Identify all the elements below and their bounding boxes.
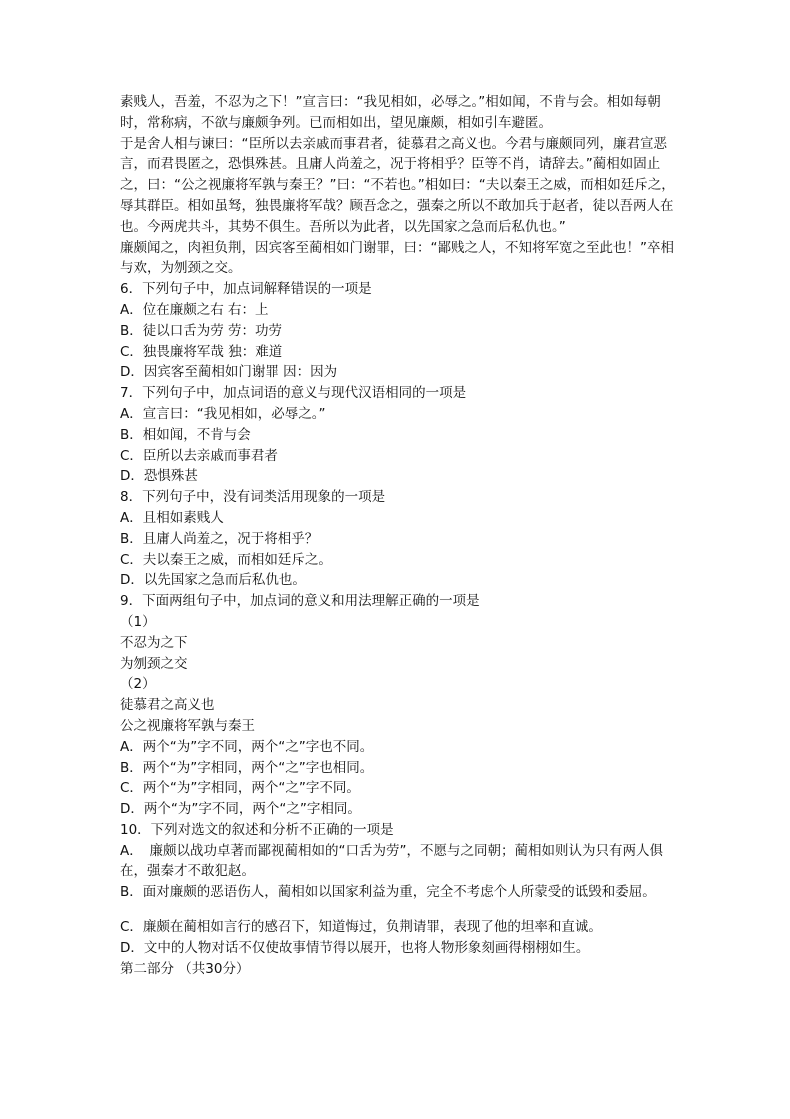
sentence-line: 徒慕君之高义也 [120, 697, 215, 714]
passage-paragraph-2: 于是舍人相与谏曰：“臣所以去亲戚而事君者，徒慕君之高义也。今君与廉颇同列，廉君宣恶言，而君畏匿之，恐惧殊甚。且庸人尚羞之，况于将相乎？臣等不肖，请辞去。”蔺相如固止之，曰：“公之视廉将军孰与秦王？”曰：“不若也。”相如曰：“夫以秦王之威，而相如廷斥之，辱其群臣。相如虽驽，独畏廉将军哉？顾吾念之，强秦之所以不敢加兵于赵者，徒以吾两人在也。今两虎共斗，其势不俱生。吾所以为此者，以先国家之急而后私仇也。” [120, 135, 675, 235]
question-8 [120, 487, 675, 591]
option-d: D．恐惧殊甚 [120, 468, 198, 485]
option-a: A．两个“为”字不同，两个“之”字也不同。 [120, 738, 374, 755]
sentence-line: 不忍为之下 [120, 634, 188, 651]
option-c: C．臣所以去亲戚而事君者 [120, 447, 278, 464]
option-a: A．位在廉颇之右 右：上 [120, 301, 269, 318]
option-b: B．相如闻，不肯与会 [120, 426, 251, 443]
option-c: C．独畏廉将军哉 独：难道 [120, 343, 283, 360]
option-b: B．徒以口舌为劳 劳：功劳 [120, 322, 283, 339]
question-7 [120, 383, 675, 487]
document-page [120, 92, 675, 979]
passage-paragraph-1: 素贱人，吾羞，不忍为之下！”宣言曰：“我见相如，必辱之。”相如闻，不肯与会。相如每朝时，常称病，不欲与廉颇争列。已而相如出，望见廉颇，相如引车避匿。 [120, 94, 661, 131]
option-d: D．文中的人物对话不仅使故事情节得以展开，也将人物形象刻画得栩栩如生。 [120, 939, 590, 956]
option-b: B．面对廉颇的恶语伤人，蔺相如以国家利益为重，完全不考虑个人所蒙受的诋毁和委屈。 [120, 884, 656, 901]
option-c: C．夫以秦王之威，而相如廷斥之。 [120, 551, 332, 568]
option-a: A．宣言曰：“我见相如，必辱之。” [120, 405, 326, 422]
passage-paragraph-3: 廉颇闻之，肉袒负荆，因宾客至蔺相如门谢罪，曰：“鄙贱之人，不知将军宽之至此也！”卒相与欢，为刎颈之交。 [120, 239, 674, 277]
sentence-line: 公之视廉将军孰与秦王 [120, 717, 255, 734]
question-6 [120, 279, 675, 383]
question-9 [120, 591, 675, 820]
option-c: C．廉颇在蔺相如言行的感召下，知道悔过，负荆请罪，表现了他的坦率和直诚。 [120, 919, 602, 936]
group-label-2: （2） [120, 676, 156, 693]
blank-line [120, 903, 675, 917]
option-c: C．两个“为”字相同，两个“之”字不同。 [120, 780, 360, 797]
option-d: D．两个“为”字不同，两个“之”字相同。 [120, 801, 361, 818]
question-10 [120, 820, 675, 959]
option-a: A．且相如素贱人 [120, 509, 224, 526]
question-stem: 9．下面两组句子中，加点词的意义和用法理解正确的一项是 [120, 593, 480, 610]
question-stem: 6．下列句子中，加点词解释错误的一项是 [120, 281, 372, 298]
option-d: D．因宾客至蔺相如门谢罪 因：因为 [120, 364, 338, 381]
option-b: B．且庸人尚羞之，况于将相乎？ [120, 530, 319, 547]
question-stem: 7．下列句子中，加点词语的意义与现代汉语相同的一项是 [120, 385, 467, 402]
option-a: A． 廉颇以战功卓著而鄙视蔺相如的“口舌为劳”，不愿与之同朝；蔺相如则认为只有两人俱在，强秦才不敢犯赵。 [120, 842, 663, 880]
option-b: B．两个“为”字相同，两个“之”字也相同。 [120, 759, 374, 776]
group-label-1: （1） [120, 613, 156, 630]
question-stem: 10．下列对选文的叙述和分析不正确的一项是 [120, 821, 394, 838]
section-heading: 第二部分 （共30分） [120, 960, 250, 977]
sentence-line: 为刎颈之交 [120, 655, 188, 672]
option-d: D．以先国家之急而后私仇也。 [120, 572, 306, 589]
question-stem: 8．下列句子中，没有词类活用现象的一项是 [120, 489, 386, 506]
